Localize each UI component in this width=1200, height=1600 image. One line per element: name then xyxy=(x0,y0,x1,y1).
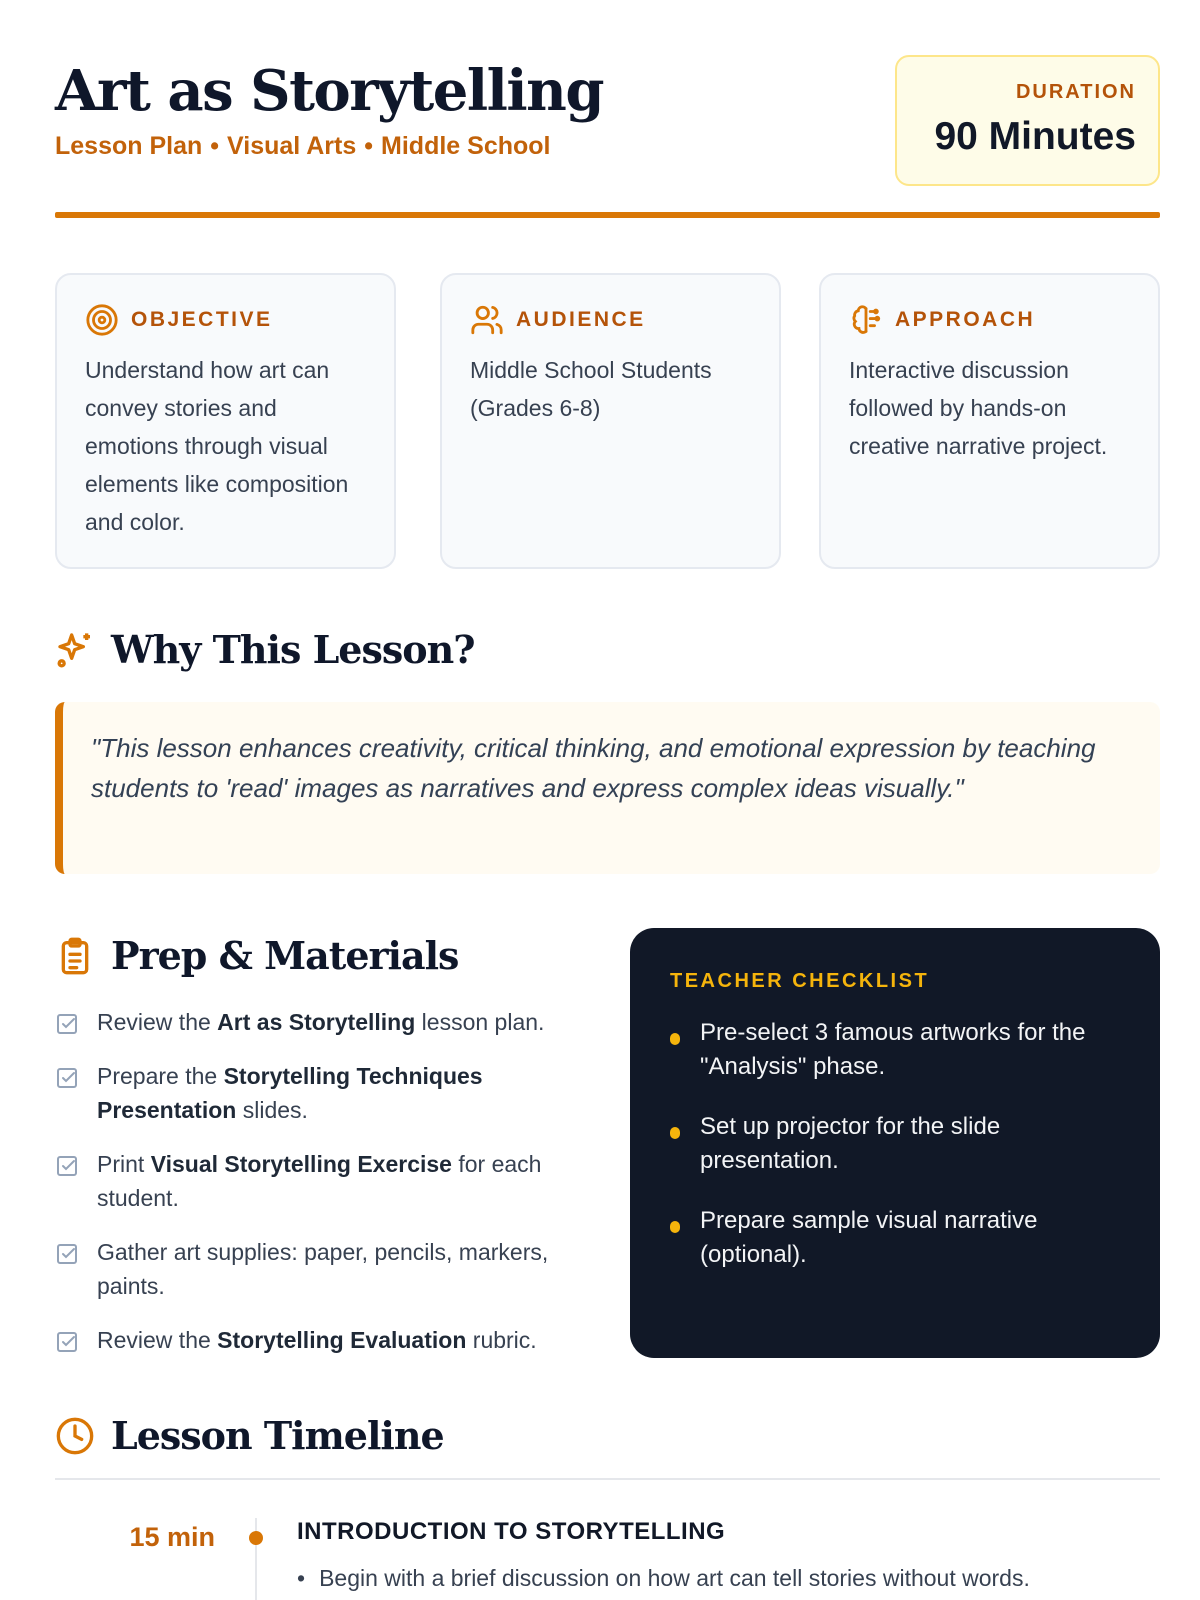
timeline-time: 15 min xyxy=(129,1522,215,1552)
objective-card xyxy=(55,273,396,569)
prep-text-bold: Storytelling Evaluation xyxy=(217,1327,467,1353)
timeline-dot xyxy=(249,1531,263,1545)
checklist-item xyxy=(670,1016,1120,1084)
card-label: APPROACH xyxy=(895,308,1036,331)
checklist-item-text: Prepare sample visual narrative (optional). xyxy=(700,1207,1038,1268)
lesson-header xyxy=(55,50,1160,220)
clock-icon xyxy=(55,1416,95,1456)
page-title: Art as Storytelling xyxy=(55,58,604,124)
prep-text: Review the xyxy=(97,1327,218,1353)
checkbox-icon xyxy=(55,1012,79,1036)
subtitle-level: Middle School xyxy=(381,132,551,160)
checklist-item-text: Pre-select 3 famous artworks for the "Analysis" phase. xyxy=(700,1019,1086,1080)
subtitle-separator: • xyxy=(364,132,374,160)
card-label: AUDIENCE xyxy=(516,308,646,331)
subtitle-subject: Visual Arts xyxy=(227,132,357,160)
checkbox-icon xyxy=(55,1066,79,1090)
duration-label: DURATION xyxy=(1015,81,1136,103)
checkbox-icon xyxy=(55,1242,79,1266)
brain-icon xyxy=(849,303,883,337)
header-divider xyxy=(55,212,1160,218)
checklist-item-text: Set up projector for the slide presentation. xyxy=(700,1113,1001,1174)
prep-text: for each student. xyxy=(97,1151,542,1211)
prep-text: Review the xyxy=(97,1009,218,1035)
card-text: Interactive discussion followed by hands-on creative narrative project. xyxy=(849,357,1108,459)
target-icon xyxy=(85,303,119,337)
timeline-bullet: • Begin with a brief discussion on how art can tell stories without words. xyxy=(297,1565,1030,1592)
card-label: OBJECTIVE xyxy=(131,308,273,331)
clipboard-icon xyxy=(55,936,95,976)
prep-text-bold: Storytelling Techniques Presentation xyxy=(97,1063,483,1123)
prep-item xyxy=(55,1147,595,1215)
page-subtitle xyxy=(55,132,550,161)
subtitle-separator: • xyxy=(210,132,220,160)
rationale-quote xyxy=(55,702,1160,874)
card-text: Middle School Students (Grades 6-8) xyxy=(470,357,712,421)
prep-text: Print xyxy=(97,1151,151,1177)
checklist-item xyxy=(670,1110,1120,1178)
timeline-divider xyxy=(55,1478,1160,1480)
sparkles-icon xyxy=(55,630,95,670)
teacher-checklist-panel xyxy=(630,928,1160,1358)
prep-item xyxy=(55,1005,595,1039)
prep-item xyxy=(55,1059,595,1127)
quote-text: "This lesson enhances creativity, critical thinking, and emotional expression by teaching students to 'read' images as narratives and express complex ideas visually." xyxy=(91,733,1096,803)
section-title: Why This Lesson? xyxy=(111,627,475,672)
prep-text: rubric. xyxy=(466,1327,537,1353)
timeline-section-heading xyxy=(55,1413,444,1458)
subtitle-lesson-plan: Lesson Plan xyxy=(55,132,203,160)
checklist-list xyxy=(670,1016,1120,1298)
checkbox-icon xyxy=(55,1330,79,1354)
bullet-icon xyxy=(670,1127,680,1139)
bullet-icon xyxy=(670,1221,680,1233)
why-section-heading xyxy=(55,627,475,672)
prep-section-heading xyxy=(55,933,458,978)
prep-list xyxy=(55,1005,595,1377)
prep-text: Prepare the xyxy=(97,1063,224,1089)
checklist-item xyxy=(670,1204,1120,1272)
section-title: Lesson Timeline xyxy=(111,1413,444,1458)
prep-text-bold: Art as Storytelling xyxy=(217,1009,416,1035)
users-icon xyxy=(470,303,504,337)
prep-text-bold: Visual Storytelling Exercise xyxy=(150,1151,452,1177)
checkbox-icon xyxy=(55,1154,79,1178)
checklist-label: TEACHER CHECKLIST xyxy=(670,970,930,992)
prep-item xyxy=(55,1235,595,1303)
section-title: Prep & Materials xyxy=(111,933,459,978)
prep-item xyxy=(55,1323,595,1357)
timeline-entry-title: INTRODUCTION TO STORYTELLING xyxy=(297,1518,726,1545)
prep-text: Gather art supplies: paper, pencils, markers, paints. xyxy=(97,1239,549,1299)
bullet-icon xyxy=(670,1033,680,1045)
audience-card xyxy=(440,273,781,569)
duration-badge xyxy=(895,55,1160,186)
card-text: Understand how art can convey stories and emotions through visual elements like composition and color. xyxy=(85,357,349,535)
prep-text: slides. xyxy=(236,1097,308,1123)
duration-value: 90 Minutes xyxy=(934,115,1136,158)
approach-card xyxy=(819,273,1160,569)
prep-text: lesson plan. xyxy=(415,1009,545,1035)
